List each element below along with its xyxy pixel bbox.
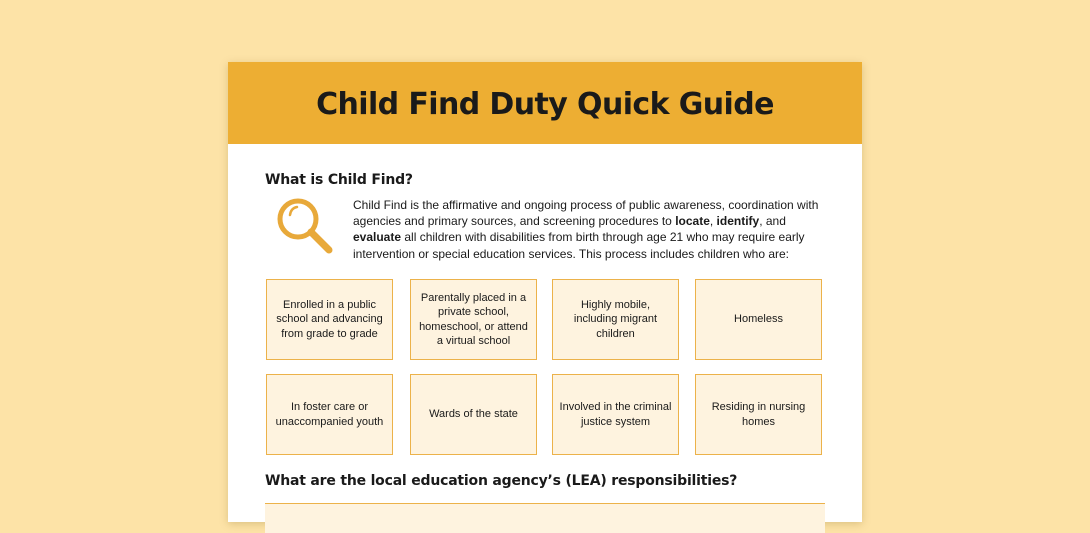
category-card-homeless: Homeless (695, 279, 822, 360)
keyword-identify: identify (716, 214, 760, 229)
definition-text: Child Find is the affirmative and ongoing process of public awareness, coordination with agencies and primary sources, and screening procedures to (353, 198, 819, 229)
title-banner (228, 62, 862, 144)
keyword-locate: locate (675, 214, 710, 229)
child-find-definition (353, 197, 833, 262)
category-card-nursing-homes: Residing in nursing homes (695, 374, 822, 455)
quick-guide-document (228, 62, 862, 522)
magnifying-glass-icon (276, 197, 338, 259)
responsibilities-box (265, 503, 825, 533)
category-card-criminal-justice: Involved in the criminal justice system (552, 374, 679, 455)
category-card-highly-mobile: Highly mobile, including migrant children (552, 279, 679, 360)
definition-text: , (709, 214, 717, 229)
definition-text: , and (759, 214, 786, 229)
section-heading-lea-responsibilities: What are the local education agency’s (LEA) responsibilities? (265, 473, 738, 489)
category-card-private-school: Parentally placed in a private school, homeschool, or attend a virtual school (410, 279, 537, 360)
category-card-public-school: Enrolled in a public school and advancing from grade to grade (266, 279, 393, 360)
section-heading-what-is-child-find: What is Child Find? (265, 172, 413, 188)
category-card-foster-care: In foster care or unaccompanied youth (266, 374, 393, 455)
definition-text: all children with disabilities from birth through age 21 who may require early intervention or special education services. This process includes children who are: (353, 230, 805, 261)
page-title: Child Find Duty Quick Guide (316, 86, 774, 122)
keyword-evaluate: evaluate (353, 230, 402, 245)
category-card-wards-of-state: Wards of the state (410, 374, 537, 455)
